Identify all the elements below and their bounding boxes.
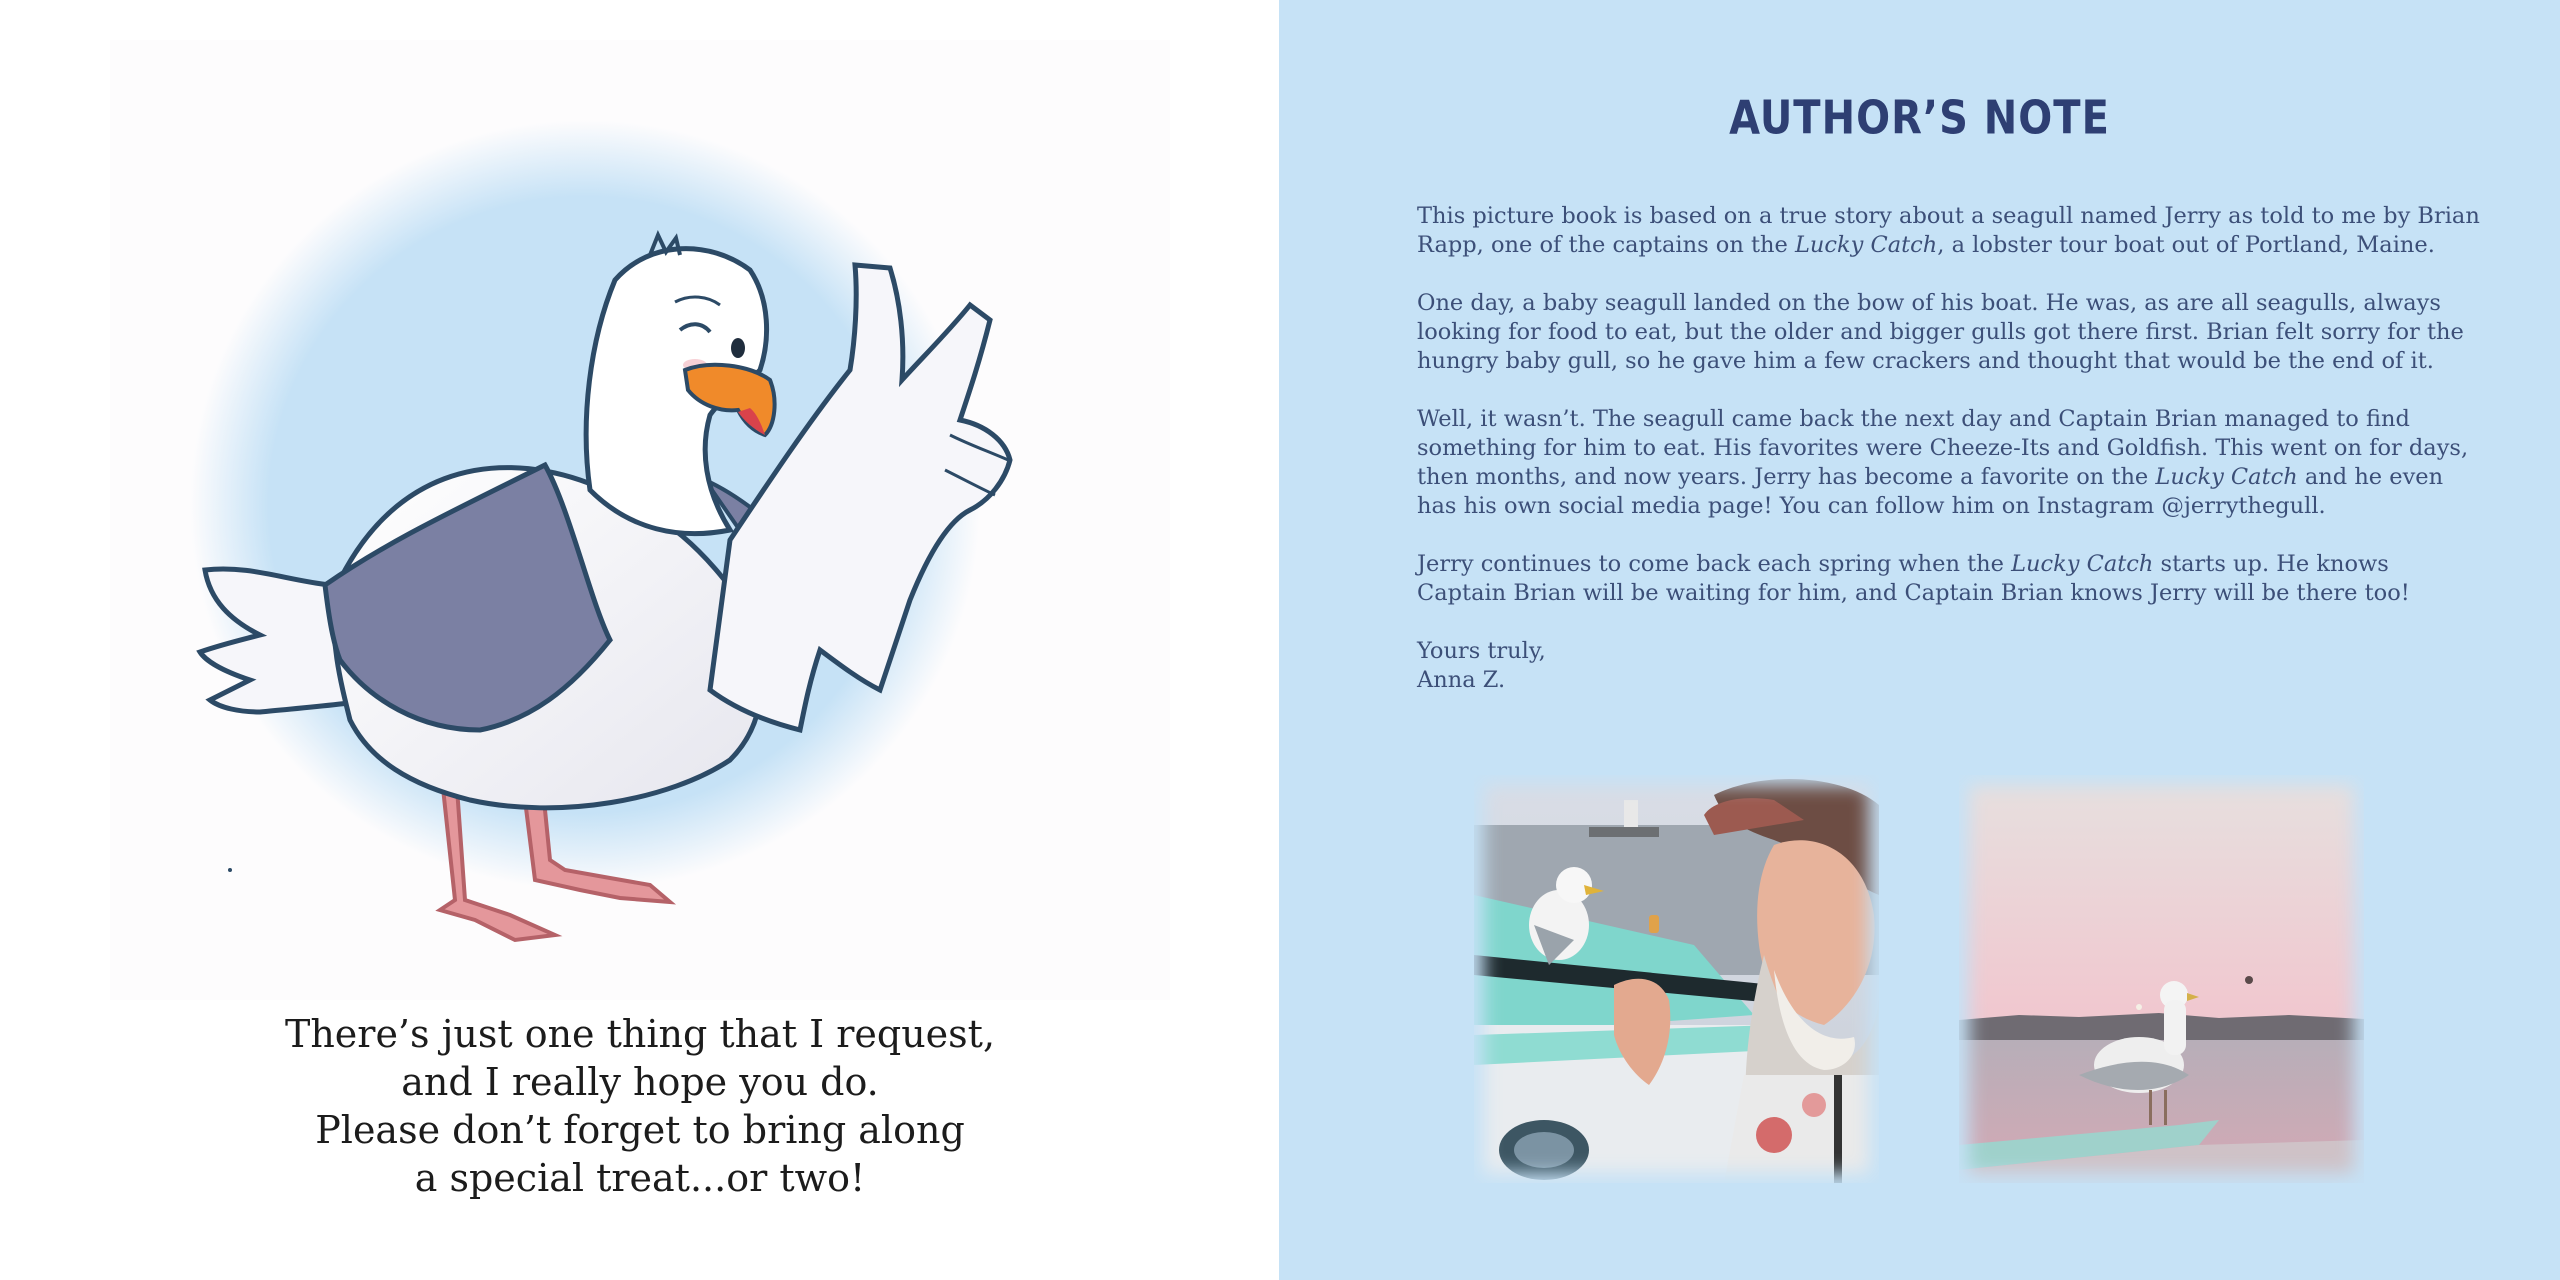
note-text: One day, a baby seagull landed on the bow of his boat. He was, as are all seagulls, always xyxy=(1417,290,2441,316)
poem-line: Please don’t forget to bring along xyxy=(315,1108,965,1152)
note-text: something for him to eat. His favorites were Cheeze-Its and Goldfish. This went on for days, xyxy=(1417,435,2469,461)
note-paragraph xyxy=(1417,202,2480,260)
note-line xyxy=(1417,405,2417,434)
photo-captain-with-seagull xyxy=(1474,775,1879,1183)
poem-line: a special treat...or two! xyxy=(414,1156,866,1200)
authors-note-body xyxy=(1417,202,2480,724)
note-text: This picture book is based on a true story about a seagull named Jerry as told to me by Brian xyxy=(1417,203,2480,229)
note-line xyxy=(1417,637,2417,666)
note-line xyxy=(1417,289,2441,318)
note-text: looking for food to eat, but the older and bigger gulls got there first. Brian felt sorry for the xyxy=(1417,319,2464,345)
note-text: Well, it wasn’t. The seagull came back the next day and Captain Brian managed to find xyxy=(1417,406,2410,432)
photo-dusk-drawing xyxy=(1959,775,2364,1183)
note-text: hungry baby gull, so he gave him a few crackers and thought that would be the end of it. xyxy=(1417,348,2434,374)
note-paragraph xyxy=(1417,550,2417,608)
note-line xyxy=(1417,579,2417,608)
boat-name-italic: Lucky Catch xyxy=(2155,464,2298,490)
authors-note-title: AUTHOR’S NOTE xyxy=(1729,92,2110,145)
note-line xyxy=(1417,347,2434,376)
note-text: Rapp, one of the captains on the xyxy=(1417,232,1795,258)
gull-open-eye xyxy=(731,338,745,358)
note-text: starts up. He knows xyxy=(2153,551,2389,577)
left-page xyxy=(0,0,1279,1280)
note-line xyxy=(1417,434,2469,463)
note-text: has his own social media page! You can follow him on Instagram @jerrythegull. xyxy=(1417,493,2326,519)
seagull-illustration xyxy=(110,40,1170,1000)
poem-line: There’s just one thing that I request, xyxy=(284,1012,996,1056)
poem-line: and I really hope you do. xyxy=(401,1060,879,1104)
note-line xyxy=(1417,666,2417,695)
note-text: Jerry continues to come back each spring when the xyxy=(1417,551,2012,577)
boat-name-italic: Lucky Catch xyxy=(2011,551,2154,577)
note-text: Captain Brian will be waiting for him, and Captain Brian knows Jerry will be there too! xyxy=(1417,580,2410,606)
note-text: and he even xyxy=(2297,464,2444,490)
note-line xyxy=(1417,318,2464,347)
note-line xyxy=(1417,492,2417,521)
note-line xyxy=(1417,550,2417,579)
note-text: Anna Z. xyxy=(1417,667,1506,693)
seagull-drawing xyxy=(110,40,1170,1000)
photo-captain-drawing xyxy=(1474,775,1879,1183)
note-text: Yours truly, xyxy=(1417,638,1546,664)
note-line xyxy=(1417,463,2444,492)
photo-seagull-at-dusk xyxy=(1959,775,2364,1183)
note-paragraph xyxy=(1417,637,2417,695)
note-paragraph xyxy=(1417,405,2469,521)
note-text: then months, and now years. Jerry has become a favorite on the xyxy=(1417,464,2156,490)
note-line xyxy=(1417,231,2435,260)
note-text: , a lobster tour boat out of Portland, Maine. xyxy=(1937,232,2435,258)
right-page xyxy=(1279,0,2560,1280)
boat-name-italic: Lucky Catch xyxy=(1794,232,1938,258)
poem-text xyxy=(140,1010,1140,1202)
note-line xyxy=(1417,202,2480,231)
note-paragraph xyxy=(1417,289,2464,376)
